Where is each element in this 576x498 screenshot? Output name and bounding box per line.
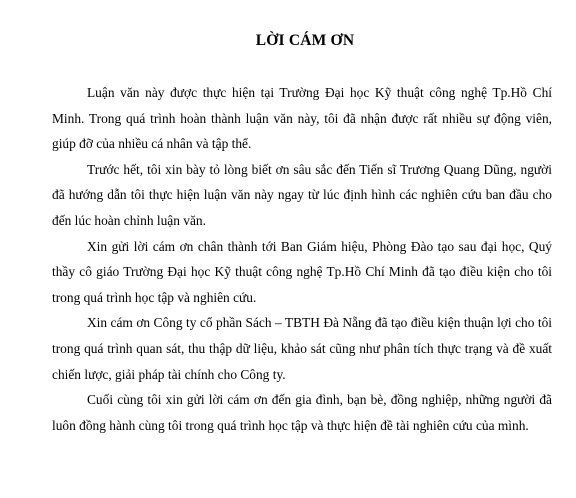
paragraph-company: Xin cám ơn Công ty cổ phần Sách – TBTH Đà Nẵng đã tạo điều kiện thuận lợi cho tôi trong quá trình quan sát, thu thập dữ liệu, khảo sát cũng như phân tích thực trạng và đề xuất chiến lược, giải pháp tài chính cho Công ty.: [52, 315, 552, 382]
document-page: [52, 32, 552, 438]
paragraph-advisor: Trước hết, tôi xin bày tỏ lòng biết ơn sâu sắc đến Tiến sĩ Trương Quang Dũng, người đã hướng dẫn tôi thực hiện luận văn này ngay từ lúc định hình các nghiên cứu ban đầu cho đến lúc hoàn chỉnh luận văn.: [52, 161, 552, 228]
page-title: LỜI CÁM ƠN: [255, 32, 355, 49]
paragraph-intro: Luận văn này được thực hiện tại Trường Đại học Kỹ thuật công nghệ Tp.Hồ Chí Minh. Trong quá trình hoàn thành luận văn này, tôi đã nhận được rất nhiều sự động viên, giúp đỡ của nhiều cá nhân và tập thể.: [52, 85, 552, 152]
paragraph-family: Cuối cùng tôi xin gửi lời cám ơn đến gia đình, bạn bè, đồng nghiệp, những người đã luôn đồng hành cùng tôi trong quá trình học tập và thực hiện đề tài nghiên cứu của mình.: [52, 392, 552, 433]
paragraph-university: Xin gửi lời cám ơn chân thành tới Ban Giám hiệu, Phòng Đào tạo sau đại học, Quý thầy cô giáo Trường Đại học Kỹ thuật công nghệ Tp.Hồ Chí Minh đã tạo điều kiện cho tôi trong quá trình học tập và nghiên cứu.: [52, 238, 552, 305]
